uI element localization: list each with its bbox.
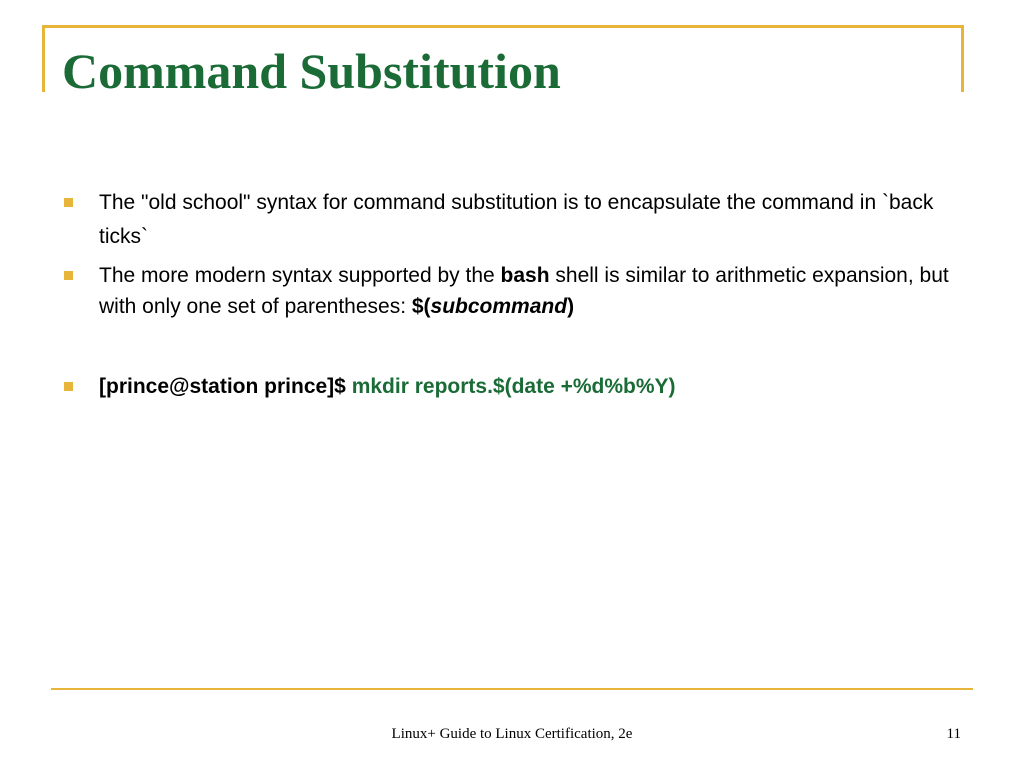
bullet-item-modern-syntax [99,260,979,322]
title-frame-left [42,25,45,92]
bash-keyword: bash [500,264,550,287]
footer-divider [51,688,973,690]
example-command: mkdir reports.$(date +%d%b%Y) [351,375,676,398]
bullet-marker [64,382,73,391]
page-number: 11 [946,726,961,742]
footer-title: Linux+ Guide to Linux Certification, 2e [391,726,633,742]
title-frame-right [961,25,964,92]
shell-prompt: [prince@station prince]$ [99,375,346,398]
title-frame-top [42,25,964,28]
bullet-item-example [99,371,979,402]
bullet-text: The "old school" syntax for command substitution is to encapsulate the command in `back ticks` [99,191,934,248]
syntax-argument: subcommand [430,295,568,318]
bullet-text-continued: shell is similar to arithmetic expansion, but with only one set of parentheses: [99,264,949,318]
syntax-close: ) [567,295,575,318]
bullet-item-old-syntax [99,186,979,254]
bullet-text: The more modern syntax supported by the [99,264,501,287]
bullet-marker [64,198,73,207]
slide-title: Command Substitution [62,43,561,99]
bullet-marker [64,271,73,280]
syntax-open: $( [411,295,431,318]
